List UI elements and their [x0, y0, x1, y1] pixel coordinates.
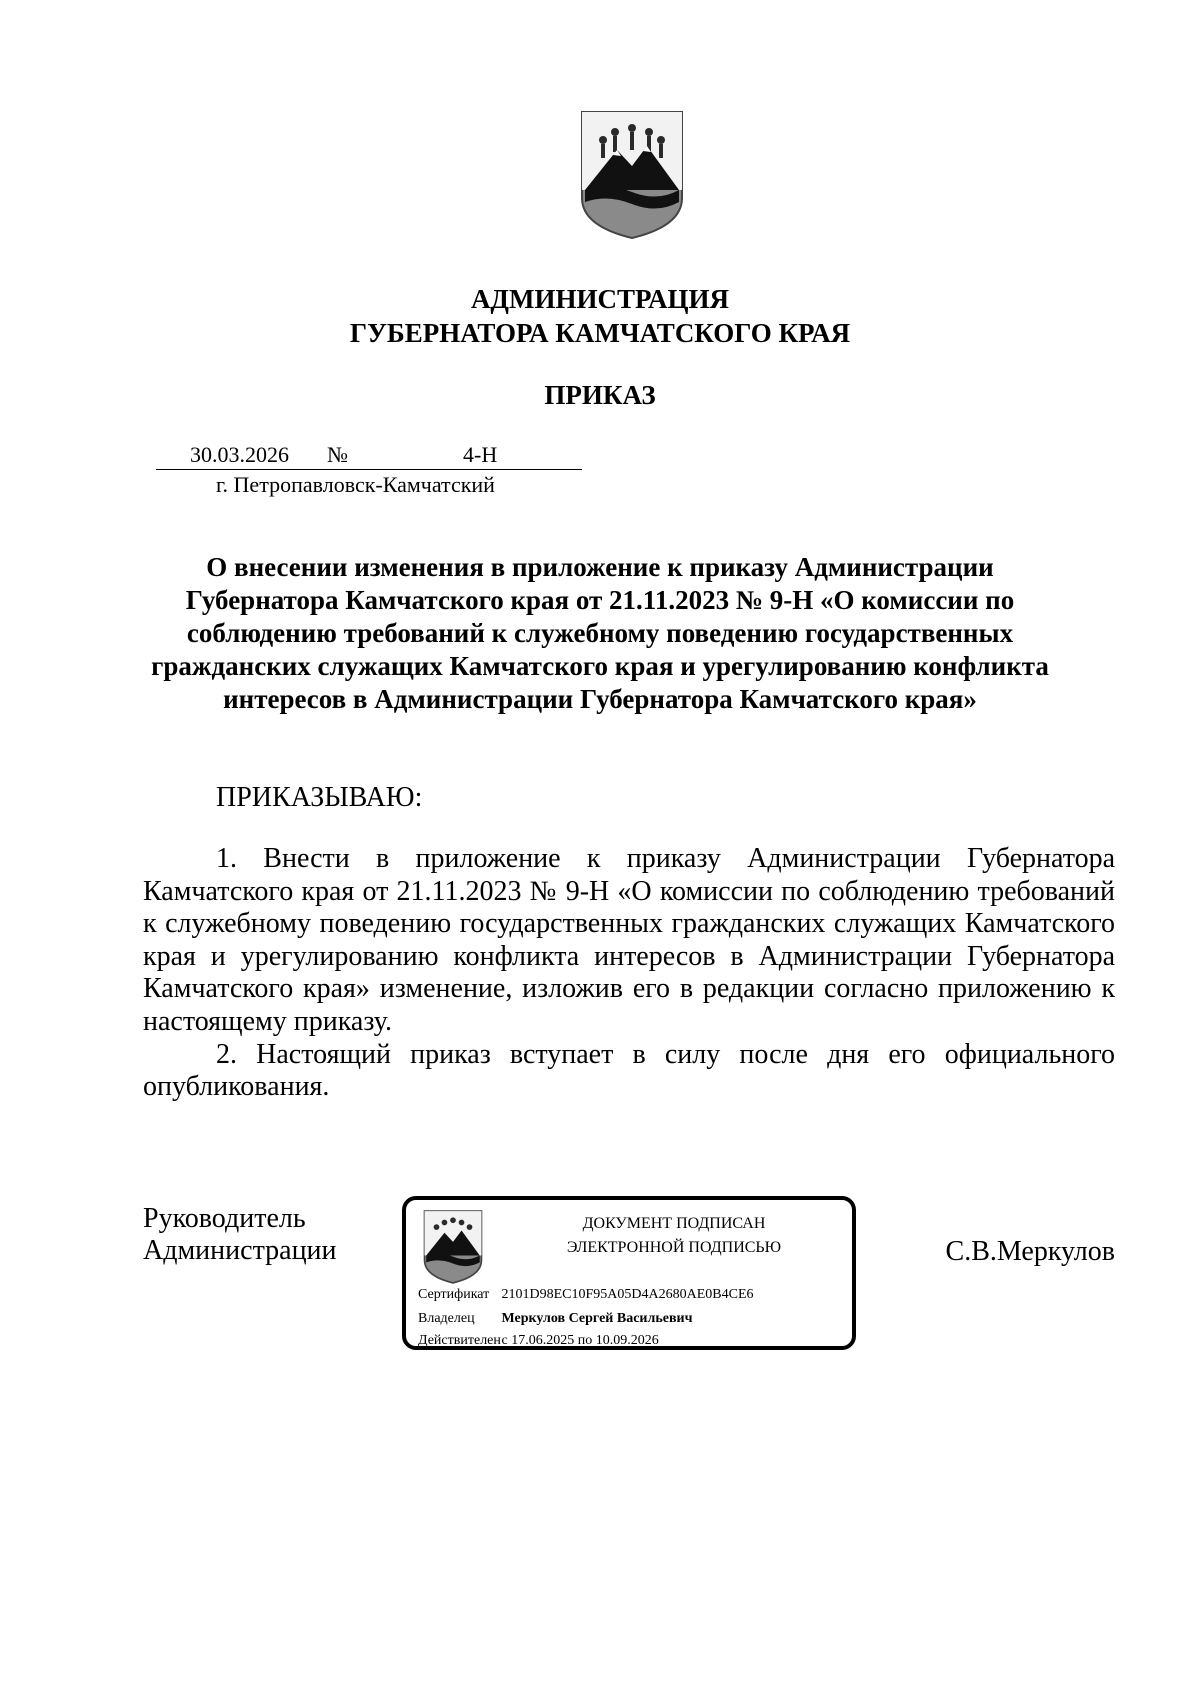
document-type: ПРИКАЗ [544, 380, 656, 410]
stamp-title-line2: ЭЛЕКТРОННОЙ ПОДПИСЬЮ [566, 1239, 782, 1256]
order-subject [130, 551, 1070, 716]
certificate-label: Сертификат [418, 1287, 490, 1302]
certificate-value: 2101D98EC10F95A05D4A2680AE0B4CE6 [501, 1287, 754, 1302]
stamp-title-line1: ДОКУМЕНТ ПОДПИСАН [582, 1215, 766, 1232]
subject-line: гражданских служащих Камчатского края и урегулированию конфликта [151, 651, 1049, 681]
validity-label: Действителен [418, 1333, 501, 1348]
city: г. Петропавловск-Камчатский [216, 472, 495, 497]
subject-line: соблюдению требований к служебному поведению государственных [186, 618, 1014, 648]
order-number: 4-Н [463, 442, 498, 467]
signer-position [143, 1203, 337, 1267]
body-paragraph: 2. Настоящий приказ вступает в силу после дня его официального опубликования. [143, 1038, 1115, 1103]
subject-line: О внесении изменения в приложение к приказу Администрации [206, 552, 994, 582]
stamp-validity-row [418, 1332, 659, 1350]
body-paragraph: 1. Внести в приложение к приказу Администрации Губернатора Камчатского края от 21.11.2023 № 9-Н «О комиссии по соблюдению требований к служебному поведению государственных гражданских служащих Камчатского края и урегулированию конфликта интересов в Администрации Губернатора Камчатского края» изменение, изложив его в редакции согласно приложению к настоящему приказу. [143, 843, 1115, 1037]
signer-position-line1: Руководитель [143, 1203, 306, 1234]
owner-label: Владелец [418, 1311, 475, 1326]
coat-of-arms-icon [577, 110, 687, 240]
decree-heading: ПРИКАЗЫВАЮ: [216, 782, 423, 813]
date-number-line [156, 441, 582, 470]
order-body [143, 843, 1115, 1104]
order-date: 30.03.2026 [190, 442, 289, 467]
org-name-line2: ГУБЕРНАТОРА КАМЧАТСКОГО КРАЯ [349, 318, 851, 348]
validity-value: с 17.06.2025 по 10.09.2026 [501, 1333, 659, 1348]
owner-value: Меркулов Сергей Васильевич [501, 1311, 693, 1326]
electronic-signature-stamp [402, 1196, 856, 1350]
signer-position-line2: Администрации [143, 1235, 337, 1266]
stamp-owner-row [418, 1310, 692, 1328]
stamp-coat-of-arms-icon [420, 1210, 486, 1284]
subject-line: интересов в Администрации Губернатора Камчатского края» [223, 684, 977, 714]
org-name-line1: АДМИНИСТРАЦИЯ [470, 284, 730, 314]
stamp-certificate-row [418, 1286, 754, 1304]
subject-line: Губернатора Камчатского края от 21.11.2023 № 9-Н «О комиссии по [185, 585, 1015, 615]
number-sign: № [327, 442, 348, 467]
signer-name: С.В.Меркулов [945, 1236, 1115, 1267]
